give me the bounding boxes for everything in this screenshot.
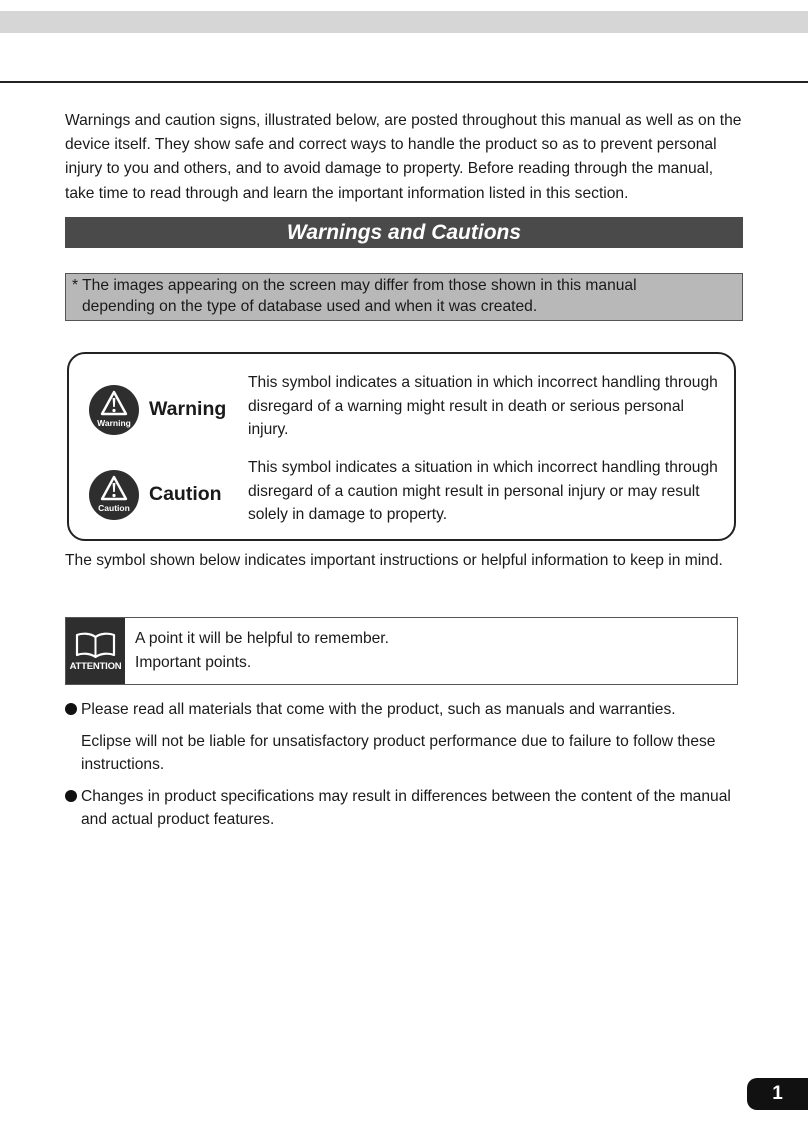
bullet-list — [65, 698, 755, 832]
header-band — [0, 11, 808, 33]
attention-label: ATTENTION — [69, 661, 122, 672]
warning-triangle-icon — [89, 385, 139, 435]
bullet-1-detail: Eclipse will not be liable for unsatisfactory product performance due to failure to follow these instructions. — [81, 732, 716, 773]
bullet-2-text: Changes in product specifications may result in differences between the content of the manual and actual product features. — [81, 787, 731, 828]
attention-line-2: Important points. — [135, 654, 252, 671]
bullet-dot-icon — [65, 703, 77, 715]
list-item — [65, 698, 755, 722]
bullet-1-text: Please read all materials that come with the product, such as manuals and warranties. — [81, 701, 676, 718]
list-item — [65, 785, 755, 832]
caution-triangle-icon — [89, 470, 139, 520]
attention-text — [135, 627, 389, 675]
note-line-2: depending on the type of database used and when it was created. — [82, 298, 538, 315]
warning-icon-label: Warning — [97, 418, 131, 428]
symbol-intro-paragraph: The symbol shown below indicates important instructions or helpful information to keep in mind. — [65, 552, 723, 569]
page-number: 1 — [747, 1078, 808, 1110]
caution-label: Caution — [149, 483, 222, 505]
attention-box — [65, 617, 738, 685]
open-book-icon — [66, 618, 125, 684]
header-rule — [0, 81, 808, 83]
note-line-1: * The images appearing on the screen may differ from those shown in this manual — [72, 277, 637, 294]
warning-description: This symbol indicates a situation in which incorrect handling through disregard of a warning might result in death or serious personal injury. — [248, 374, 718, 438]
caution-icon-label: Caution — [98, 503, 130, 513]
bullet-dot-icon — [65, 790, 77, 802]
caution-description: This symbol indicates a situation in which incorrect handling through disregard of a caution might result in personal injury or may result solely in damage to property. — [248, 459, 718, 523]
screen-image-note — [65, 273, 743, 321]
intro-paragraph: Warnings and caution signs, illustrated below, are posted throughout this manual as well as on the device itself. They show safe and correct ways to handle the product so as to prevent personal injury to you and others, and to avoid damage to property. Before reading through the manual, take time to read through and learn the important information listed in this section. — [65, 112, 742, 202]
warning-label: Warning — [149, 398, 227, 420]
section-title: Warnings and Cautions — [65, 217, 743, 248]
attention-line-1: A point it will be helpful to remember. — [135, 630, 389, 647]
symbol-legend-box — [67, 352, 736, 541]
